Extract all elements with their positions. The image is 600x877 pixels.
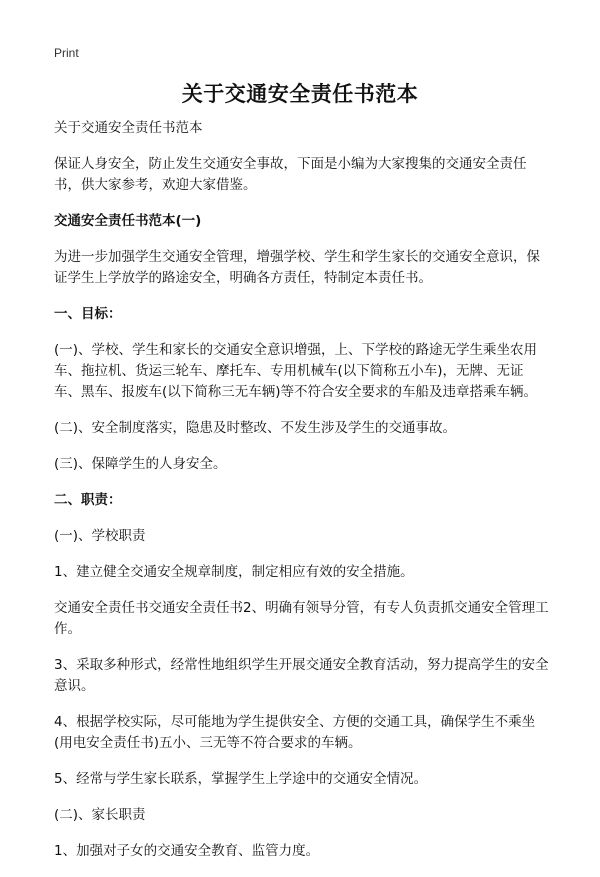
paragraph-duty-2: 交通安全责任书交通安全责任书2、明确有领导分管，有专人负责抓交通安全管理工作。 — [54, 600, 549, 637]
paragraph-goal-1: (一)、学校、学生和家长的交通安全意识增强，上、下学校的路途无学生乘坐农用车、拖拉机、货运三轮车、摩托车、专用机械车(以下简称五小车)，无牌、无证车、黑车、报废车(以下简称三无车辆)等不符合安全要求的车船及违章搭乘车辆。 — [54, 342, 538, 400]
paragraph-duty-1: 1、建立健全交通安全规章制度，制定相应有效的安全措施。 — [54, 564, 414, 580]
paragraph-goal-2: (二)、安全制度落实，隐患及时整改、不发生涉及学生的交通事故。 — [54, 420, 457, 436]
print-link[interactable]: Print — [54, 46, 79, 60]
paragraph-goal-3: (三)、保障学生的人身安全。 — [54, 456, 227, 472]
section-heading-goals: 一、目标： — [54, 306, 122, 322]
paragraph-subtitle: 关于交通安全责任书范本 — [54, 120, 203, 136]
paragraph-school-duties: (一)、学校职责 — [54, 528, 146, 544]
section-heading-sample-1: 交通安全责任书范本(一) — [54, 213, 202, 229]
paragraph-intro: 保证人身安全，防止发生交通安全事故，下面是小编为大家搜集的交通安全责任书，供大家参考，欢迎大家借鉴。 — [54, 156, 527, 193]
paragraph-duty-5: 5、经常与学生家长联系，掌握学生上学途中的交通安全情况。 — [54, 771, 428, 787]
section-heading-duties: 二、职责： — [54, 492, 122, 508]
paragraph-purpose: 为进一步加强学生交通安全管理，增强学校、学生和学生家长的交通安全意识，保证学生上学放学的路途安全，明确各方责任，特制定本责任书。 — [54, 249, 540, 286]
paragraph-duty-4: 4、根据学校实际，尽可能地为学生提供安全、方便的交通工具，确保学生不乘坐(用电安全责任书)五小、三无等不符合要求的车辆。 — [54, 714, 536, 751]
page-title: 关于交通安全责任书范本 — [181, 82, 419, 106]
document-body — [54, 118, 550, 877]
paragraph-parent-duty-1: 1、加强对子女的交通安全教育、监管力度。 — [54, 843, 320, 859]
paragraph-parent-duties: (二)、家长职责 — [54, 807, 146, 823]
paragraph-duty-3: 3、采取多种形式，经常性地组织学生开展交通安全教育活动，努力提高学生的安全意识。 — [54, 657, 549, 694]
